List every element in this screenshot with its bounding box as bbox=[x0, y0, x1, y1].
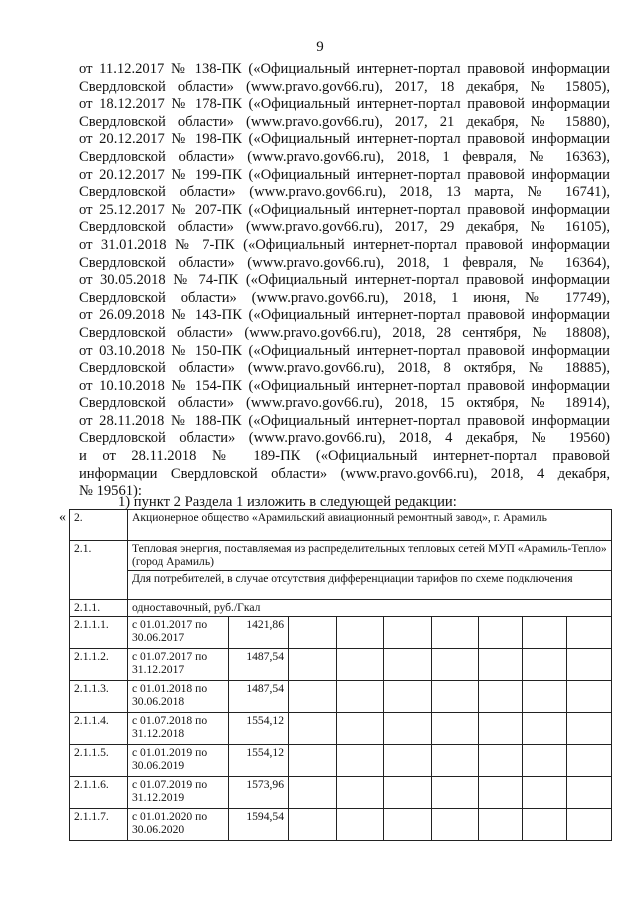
empty-cell bbox=[432, 777, 479, 809]
row-number: 2.1.1. bbox=[70, 600, 128, 617]
period: с 01.07.2017 по 31.12.2017 bbox=[128, 649, 229, 681]
table-row-heat bbox=[70, 541, 612, 571]
paragraph-line: от 31.01.2018 № 7-ПК («Официальный интернет-портал правовой информации bbox=[79, 236, 610, 253]
body-paragraph bbox=[79, 61, 610, 501]
paragraph-line: Свердловской области» (www.pravo.gov66.ru), 2018, 1 февраля, № 16363), bbox=[79, 148, 610, 165]
period: с 01.01.2020 по 30.06.2020 bbox=[128, 809, 229, 841]
paragraph-line: от 03.10.2018 № 150-ПК («Официальный интернет-портал правовой информации bbox=[79, 342, 610, 359]
table-row bbox=[70, 649, 612, 681]
row-number: 2.1. bbox=[70, 541, 128, 600]
empty-cell bbox=[567, 617, 612, 649]
table-row bbox=[70, 745, 612, 777]
tariff-type: одноставочный, руб./Гкал bbox=[128, 600, 612, 617]
empty-cell bbox=[523, 681, 567, 713]
tariff-value: 1487,54 bbox=[229, 681, 289, 713]
empty-cell bbox=[337, 809, 384, 841]
empty-cell bbox=[479, 745, 523, 777]
empty-cell bbox=[523, 649, 567, 681]
table-row bbox=[70, 809, 612, 841]
empty-cell bbox=[567, 649, 612, 681]
row-number: 2.1.1.3. bbox=[70, 681, 128, 713]
empty-cell bbox=[479, 777, 523, 809]
row-number: 2.1.1.7. bbox=[70, 809, 128, 841]
empty-cell bbox=[432, 649, 479, 681]
paragraph-line: Свердловской области» (www.pravo.gov66.ru), 2018, 28 сентября, № 18808), bbox=[79, 324, 610, 341]
paragraph-line: от 20.12.2017 № 199-ПК («Официальный интернет-портал правовой информации bbox=[79, 166, 610, 183]
tariff-value: 1554,12 bbox=[229, 713, 289, 745]
paragraph-line: Свердловской области» (www.pravo.gov66.ru), 2018, 13 марта, № 16741), bbox=[79, 184, 610, 201]
paragraph-line: Свердловской области» (www.pravo.gov66.ru), 2018, 8 октября, № 18885), bbox=[79, 360, 610, 377]
paragraph-line: Свердловской области» (www.pravo.gov66.ru), 2017, 21 декабря, № 15880), bbox=[79, 113, 610, 130]
table-row bbox=[70, 713, 612, 745]
paragraph-line: Свердловской области» (www.pravo.gov66.ru), 2017, 18 декабря, № 15805), bbox=[79, 78, 610, 95]
paragraph-line: № 19561): bbox=[79, 483, 142, 500]
empty-cell bbox=[479, 681, 523, 713]
empty-cell bbox=[384, 649, 432, 681]
paragraph-line: от 20.12.2017 № 198-ПК («Официальный интернет-портал правовой информации bbox=[79, 131, 610, 148]
period: с 01.07.2019 по 31.12.2019 bbox=[128, 777, 229, 809]
tariff-table bbox=[69, 509, 612, 841]
empty-cell bbox=[432, 809, 479, 841]
empty-cell bbox=[567, 777, 612, 809]
empty-cell bbox=[289, 617, 337, 649]
empty-cell bbox=[479, 809, 523, 841]
paragraph-line: Свердловской области» (www.pravo.gov66.ru), 2018, 15 октября, № 18914), bbox=[79, 395, 610, 412]
tariff-value: 1573,96 bbox=[229, 777, 289, 809]
empty-cell bbox=[384, 713, 432, 745]
paragraph-line: от 26.09.2018 № 143-ПК («Официальный интернет-портал правовой информации bbox=[79, 307, 610, 324]
service-name: Тепловая энергия, поставляемая из распределительных тепловых сетей МУП «Арамиль-Тепло» (город Арамиль) bbox=[128, 541, 612, 571]
period: с 01.01.2018 по 30.06.2018 bbox=[128, 681, 229, 713]
empty-cell bbox=[523, 745, 567, 777]
row-number: 2.1.1.2. bbox=[70, 649, 128, 681]
empty-cell bbox=[337, 649, 384, 681]
empty-cell bbox=[289, 681, 337, 713]
empty-cell bbox=[289, 777, 337, 809]
empty-cell bbox=[523, 809, 567, 841]
empty-cell bbox=[432, 713, 479, 745]
empty-cell bbox=[337, 745, 384, 777]
empty-cell bbox=[567, 713, 612, 745]
organization-name: Акционерное общество «Арамильский авиационный ремонтный завод», г. Арамиль bbox=[128, 510, 612, 541]
opening-quote-mark: « bbox=[59, 510, 66, 525]
paragraph-line: от 25.12.2017 № 207-ПК («Официальный интернет-портал правовой информации bbox=[79, 201, 610, 218]
paragraph-line: от 30.05.2018 № 74-ПК («Официальный интернет-портал правовой информации bbox=[79, 272, 610, 289]
empty-cell bbox=[337, 713, 384, 745]
empty-cell bbox=[567, 745, 612, 777]
empty-cell bbox=[523, 777, 567, 809]
paragraph-line: Свердловской области» (www.pravo.gov66.ru), 2018, 1 февраля, № 16364), bbox=[79, 254, 610, 271]
empty-cell bbox=[337, 777, 384, 809]
empty-cell bbox=[523, 617, 567, 649]
tariff-value: 1421,86 bbox=[229, 617, 289, 649]
row-number: 2.1.1.1. bbox=[70, 617, 128, 649]
paragraph-line: от 10.10.2018 № 154-ПК («Официальный интернет-портал правовой информации bbox=[79, 377, 610, 394]
paragraph-line: от 28.11.2018 № 188-ПК («Официальный интернет-портал правовой информации bbox=[79, 412, 610, 429]
period: с 01.07.2018 по 31.12.2018 bbox=[128, 713, 229, 745]
table-row-tariff-type bbox=[70, 600, 612, 617]
empty-cell bbox=[289, 745, 337, 777]
empty-cell bbox=[289, 713, 337, 745]
empty-cell bbox=[289, 649, 337, 681]
table-row bbox=[70, 681, 612, 713]
empty-cell bbox=[384, 745, 432, 777]
empty-cell bbox=[479, 617, 523, 649]
empty-cell bbox=[567, 681, 612, 713]
consumer-group: Для потребителей, в случае отсутствия дифференциации тарифов по схеме подключения bbox=[128, 571, 612, 600]
tariff-value: 1554,12 bbox=[229, 745, 289, 777]
empty-cell bbox=[384, 617, 432, 649]
tariff-value: 1487,54 bbox=[229, 649, 289, 681]
empty-cell bbox=[337, 681, 384, 713]
row-number: 2. bbox=[70, 510, 128, 541]
paragraph-line: Свердловской области» (www.pravo.gov66.ru), 2018, 4 декабря, № 19560) bbox=[79, 430, 610, 447]
empty-cell bbox=[479, 713, 523, 745]
paragraph-line: Свердловской области» (www.pravo.gov66.ru), 2018, 1 июня, № 17749), bbox=[79, 289, 610, 306]
table-row bbox=[70, 777, 612, 809]
row-number: 2.1.1.4. bbox=[70, 713, 128, 745]
paragraph-line: и от 28.11.2018 № 189-ПК («Официальный интернет-портал правовой bbox=[79, 448, 610, 465]
table-row bbox=[70, 617, 612, 649]
empty-cell bbox=[567, 809, 612, 841]
table-row-org bbox=[70, 510, 612, 541]
clause-heading: 1) пункт 2 Раздела 1 изложить в следующей редакции: bbox=[118, 494, 457, 510]
empty-cell bbox=[289, 809, 337, 841]
table-row-consumers bbox=[70, 571, 612, 600]
empty-cell bbox=[523, 713, 567, 745]
period: с 01.01.2019 по 30.06.2019 bbox=[128, 745, 229, 777]
paragraph-line: от 11.12.2017 № 138-ПК («Официальный интернет-портал правовой информации bbox=[79, 61, 610, 77]
row-number: 2.1.1.6. bbox=[70, 777, 128, 809]
paragraph-line: информации Свердловской области» (www.pravo.gov66.ru), 2018, 4 декабря, bbox=[79, 465, 610, 482]
empty-cell bbox=[384, 681, 432, 713]
empty-cell bbox=[384, 809, 432, 841]
empty-cell bbox=[432, 617, 479, 649]
period: с 01.01.2017 по 30.06.2017 bbox=[128, 617, 229, 649]
tariff-value: 1594,54 bbox=[229, 809, 289, 841]
paragraph-line: Свердловской области» (www.pravo.gov66.ru), 2017, 29 декабря, № 16105), bbox=[79, 219, 610, 236]
empty-cell bbox=[432, 681, 479, 713]
page-number: 9 bbox=[316, 39, 324, 55]
row-number: 2.1.1.5. bbox=[70, 745, 128, 777]
empty-cell bbox=[337, 617, 384, 649]
empty-cell bbox=[432, 745, 479, 777]
empty-cell bbox=[479, 649, 523, 681]
empty-cell bbox=[384, 777, 432, 809]
paragraph-line: от 18.12.2017 № 178-ПК («Официальный интернет-портал правовой информации bbox=[79, 96, 610, 113]
